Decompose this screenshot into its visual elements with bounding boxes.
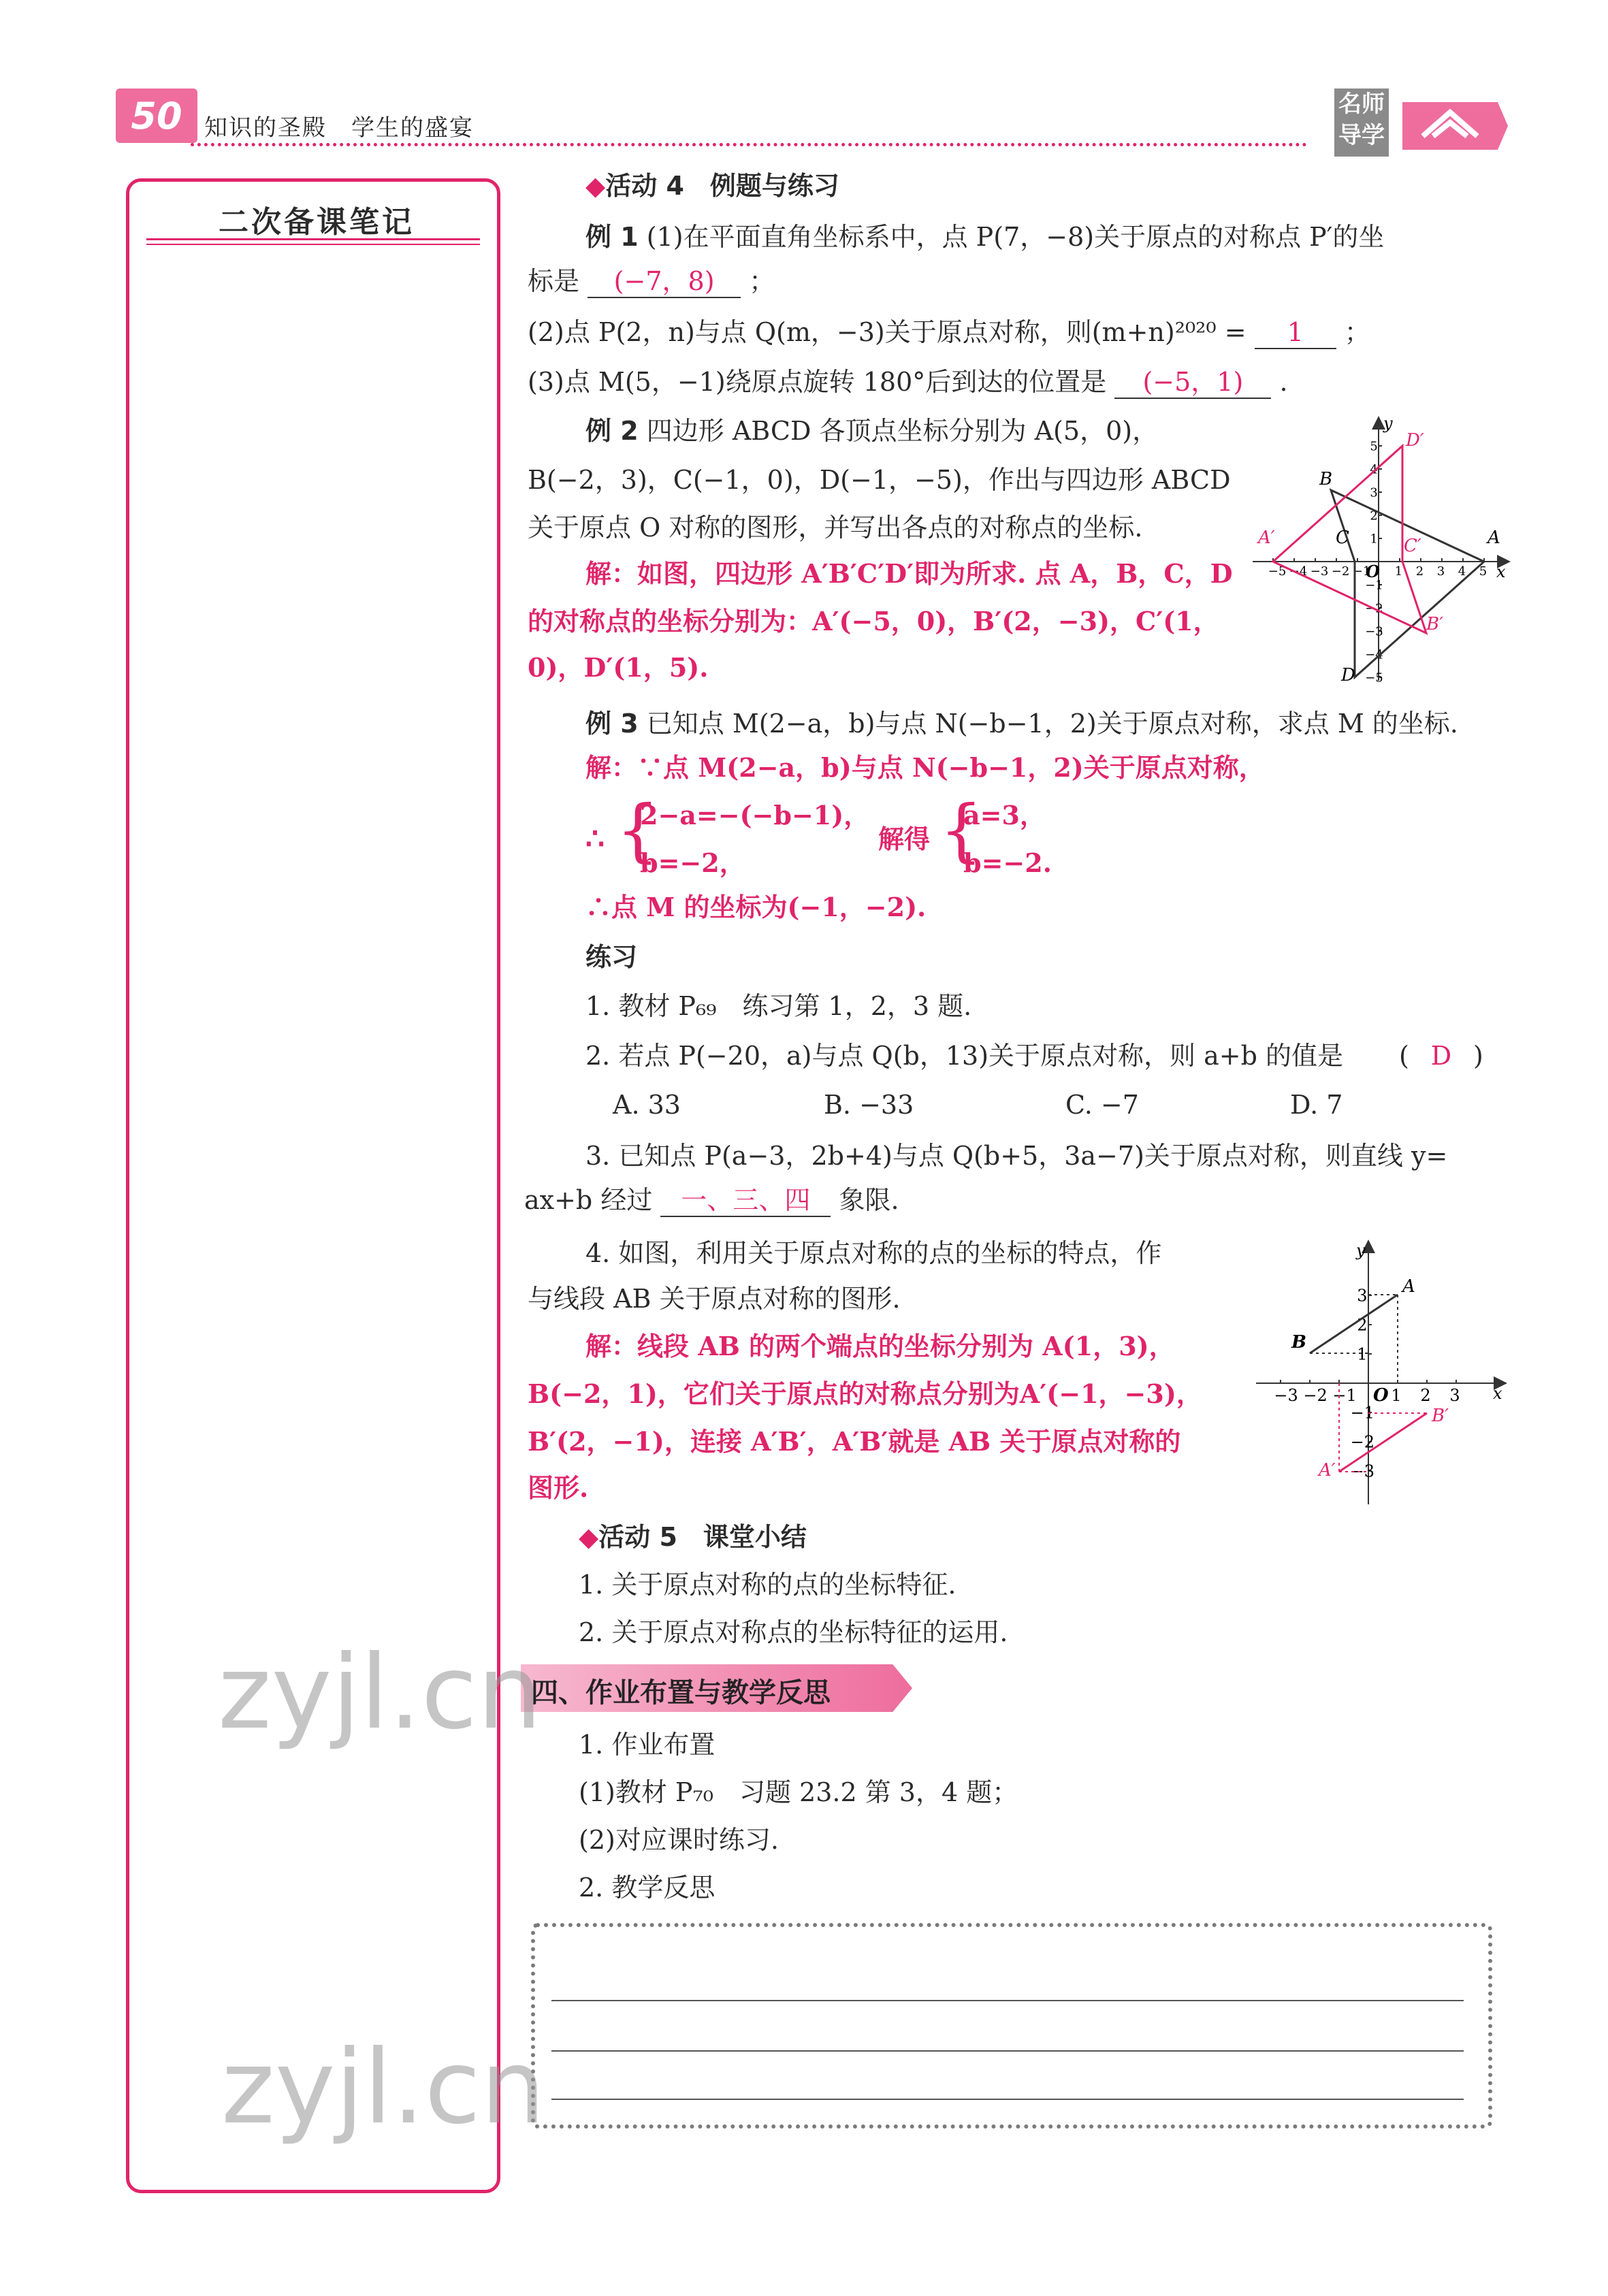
- practice-item3-line1: 3. 已知点 P(a−3，2b+4)与点 Q(b+5，3a−7)关于原点对称，则直线 y=: [585, 1141, 1448, 1171]
- homework-item1: (1)教材 P₇₀ 习题 23.2 第 3，4 题；: [579, 1777, 1018, 1807]
- diamond-icon: ◆: [585, 171, 606, 201]
- ex3-result: ∴点 M 的坐标为(−1，−2).: [585, 892, 927, 922]
- g1-label-c-prime: C′: [1404, 536, 1421, 556]
- g2-label-b-prime: B′: [1432, 1406, 1449, 1426]
- g2-x-label: x: [1493, 1384, 1502, 1403]
- homework-heading: 1. 作业布置: [579, 1730, 715, 1760]
- activity5-item1: 1. 关于原点对称的点的坐标特征.: [579, 1570, 956, 1600]
- ex2-solution3: 0)，D′(1，5).: [528, 652, 709, 683]
- y-tick-label: −2: [1365, 601, 1383, 616]
- y-tick-label: −5: [1365, 670, 1383, 685]
- brace-left-icon: {: [616, 790, 660, 870]
- ex1-line2: 标是 (−7，8) ；: [528, 265, 775, 298]
- g2-label-a: A: [1402, 1276, 1415, 1297]
- y-tick-label: 5: [1370, 439, 1378, 454]
- ex3-line1: 例 3 已知点 M(2−a，b)与点 N(−b−1，2)关于原点对称，求点 M 的坐标.: [585, 709, 1458, 739]
- y-tick-label: 3: [1370, 485, 1378, 500]
- watermark-text: zyjl.cn: [218, 1634, 543, 1752]
- g1-label-d-prime: D′: [1406, 430, 1424, 451]
- y-tick-label: 2: [1370, 508, 1378, 523]
- watermark-text: zyjl.cn: [221, 2028, 546, 2147]
- practice-option-a: A. 33: [613, 1090, 681, 1120]
- homework-item2: (2)对应课时练习.: [579, 1825, 779, 1855]
- ex3-solution1: 解：∵点 M(2−a，b)与点 N(−b−1，2)关于原点对称，: [585, 752, 1265, 783]
- practice-item3-line2: ax+b 经过 一、三、四 象限.: [524, 1184, 899, 1217]
- ex1-line4: (3)点 M(5，−1)绕原点旋转 180°后到达的位置是 (−5，1) .: [528, 366, 1288, 399]
- g1-label-b: B: [1319, 469, 1333, 489]
- sidebar-rule: [146, 238, 480, 240]
- x-tick-label: 5: [1479, 564, 1488, 579]
- practice-item4-solution1: 解：线段 AB 的两个端点的坐标分别为 A(1，3)，: [585, 1331, 1175, 1361]
- x-tick-label: 3: [1449, 1386, 1460, 1405]
- y-tick-label: −4: [1365, 647, 1383, 662]
- brand-line1: 名师: [1338, 91, 1385, 118]
- y-tick-label: 1: [1370, 532, 1378, 547]
- x-tick-label: 1: [1391, 1386, 1402, 1405]
- sidebar-rule: [146, 244, 480, 245]
- reflection-line: [551, 2000, 1464, 2001]
- practice-title: 练习: [585, 942, 638, 972]
- practice-item1: 1. 教材 P₆₉ 练习第 1，2，3 题.: [585, 991, 972, 1021]
- x-tick-label: −3: [1274, 1386, 1298, 1405]
- diamond-icon: ◆: [579, 1522, 599, 1552]
- ex2-solution1: 解：如图，四边形 A′B′C′D′即为所求. 点 A，B，C，D: [585, 558, 1233, 589]
- reflection-line: [551, 2050, 1464, 2052]
- x-tick-label: 4: [1458, 564, 1466, 579]
- practice-item4-solution4: 图形.: [528, 1472, 589, 1503]
- y-tick-label: 3: [1357, 1286, 1368, 1306]
- ex2-line2: B(−2，3)，C(−1，0)，D(−1，−5)，作出与四边形 ABCD: [528, 465, 1231, 495]
- section4-title: 四、作业布置与教学反思: [531, 1677, 831, 1709]
- brand-badge: [1334, 88, 1389, 157]
- practice-option-c: C. −7: [1065, 1090, 1139, 1120]
- ex3-therefore: ∴: [585, 822, 605, 856]
- ex3-solve: 解得: [878, 824, 931, 854]
- brand-logo-icon: [1396, 95, 1511, 157]
- g1-y-label: y: [1383, 414, 1393, 433]
- x-tick-label: −2: [1331, 564, 1350, 579]
- g2-label-a-prime: A′: [1319, 1460, 1336, 1481]
- y-tick-label: −3: [1365, 624, 1383, 639]
- example2-graph: [1253, 408, 1511, 688]
- ex2-line3: 关于原点 O 对称的图形，并写出各点的对称点的坐标.: [528, 513, 1143, 543]
- g1-origin-label: O: [1366, 562, 1380, 581]
- x-tick-label: 1: [1394, 564, 1403, 579]
- x-tick-label: −2: [1303, 1386, 1328, 1405]
- ex1-answer1: (−7，8): [588, 265, 741, 298]
- practice-item4-solution3: B′(2，−1)，连接 A′B′，A′B′就是 AB 关于原点对称的: [528, 1426, 1181, 1457]
- activity4-title: ◆活动 4 例题与练习: [585, 171, 839, 201]
- ex3-eq1: 2−a=−(−b−1)，: [640, 800, 870, 830]
- ex2-solution2: 的对称点的坐标分别为：A′(−5，0)，B′(2，−3)，C′(1，: [528, 606, 1219, 636]
- y-tick-label: −3: [1350, 1461, 1374, 1481]
- practice-item4-solution2: B(−2，1)，它们关于原点的对称点分别为A′(−1，−3)，: [528, 1378, 1202, 1409]
- g1-label-d: D: [1341, 665, 1355, 685]
- practice-option-b: B. −33: [824, 1090, 914, 1120]
- x-tick-label: 2: [1420, 1386, 1431, 1405]
- x-tick-label: 3: [1436, 564, 1445, 579]
- y-tick-label: −2: [1350, 1432, 1374, 1452]
- ex2-line1: 例 2 四边形 ABCD 各顶点坐标分别为 A(5，0)，: [585, 416, 1159, 446]
- notes-sidebar: [126, 178, 500, 2193]
- x-tick-label: −5: [1268, 564, 1287, 579]
- y-tick-label: 2: [1357, 1315, 1368, 1335]
- g1-label-b-prime: B′: [1426, 614, 1444, 634]
- ex1-line1: 例 1 (1)在平面直角坐标系中，点 P(7，−8)关于原点的对称点 P′的坐: [585, 222, 1385, 252]
- y-tick-label: −1: [1365, 578, 1383, 593]
- ex3-eq2: b=−2，: [640, 847, 745, 878]
- g1-label-a: A: [1488, 528, 1500, 548]
- practice4-graph: [1256, 1232, 1508, 1511]
- g1-x-label: x: [1496, 562, 1506, 581]
- segment-ab: [1310, 1295, 1398, 1353]
- reflection-heading: 2. 教学反思: [579, 1873, 715, 1903]
- practice-option-d: D. 7: [1290, 1090, 1343, 1120]
- x-tick-label: −1: [1332, 1386, 1357, 1405]
- activity5-item2: 2. 关于原点对称点的坐标特征的运用.: [579, 1617, 1008, 1647]
- ex1-line3: (2)点 P(2，n)与点 Q(m，−3)关于原点对称，则(m+n)²⁰²⁰ = 1 ；: [528, 317, 1370, 349]
- g2-y-label: y: [1356, 1241, 1366, 1260]
- practice-item2-answer: ( D ): [1399, 1041, 1483, 1071]
- g1-label-a-prime: A′: [1258, 528, 1275, 548]
- ex1-answer3: (−5，1): [1114, 366, 1271, 399]
- page-number: 50: [116, 88, 197, 143]
- ex3-res1: a=3，: [963, 800, 1046, 830]
- brand-line2: 导学: [1338, 122, 1385, 149]
- practice-item3-answer: 一、三、四: [660, 1184, 831, 1217]
- x-tick-label: 2: [1415, 564, 1424, 579]
- sidebar-title: 二次备课笔记: [219, 205, 415, 240]
- reflection-line: [551, 2099, 1464, 2100]
- y-tick-label: 1: [1357, 1344, 1368, 1364]
- g2-origin-label: O: [1373, 1385, 1389, 1406]
- brace-right-icon: {: [939, 790, 983, 870]
- x-tick-label: −4: [1289, 564, 1308, 579]
- practice-item2: 2. 若点 P(−20，a)与点 Q(b，13)关于原点对称，则 a+b 的值是: [585, 1041, 1344, 1071]
- ex3-res2: b=−2.: [963, 847, 1052, 878]
- g1-label-c: C: [1336, 528, 1349, 548]
- reflection-box: [531, 1923, 1492, 2129]
- quad-abcd: [1331, 490, 1484, 677]
- y-tick-label: 4: [1370, 462, 1378, 477]
- g2-label-b: B: [1291, 1332, 1306, 1353]
- y-tick-label: −1: [1350, 1403, 1374, 1423]
- header-divider: [191, 143, 1307, 146]
- x-tick-label: −1: [1352, 564, 1371, 579]
- header-slogan: 知识的圣殿 学生的盛宴: [204, 114, 474, 142]
- practice-item4-line1: 4. 如图，利用关于原点对称的点的坐标的特点，作: [585, 1238, 1162, 1268]
- x-tick-label: −3: [1310, 564, 1329, 579]
- ex1-answer2: 1: [1255, 317, 1336, 349]
- practice-item4-line2: 与线段 AB 关于原点对称的图形.: [528, 1284, 901, 1314]
- activity5-title: ◆活动 5 课堂小结: [579, 1522, 807, 1552]
